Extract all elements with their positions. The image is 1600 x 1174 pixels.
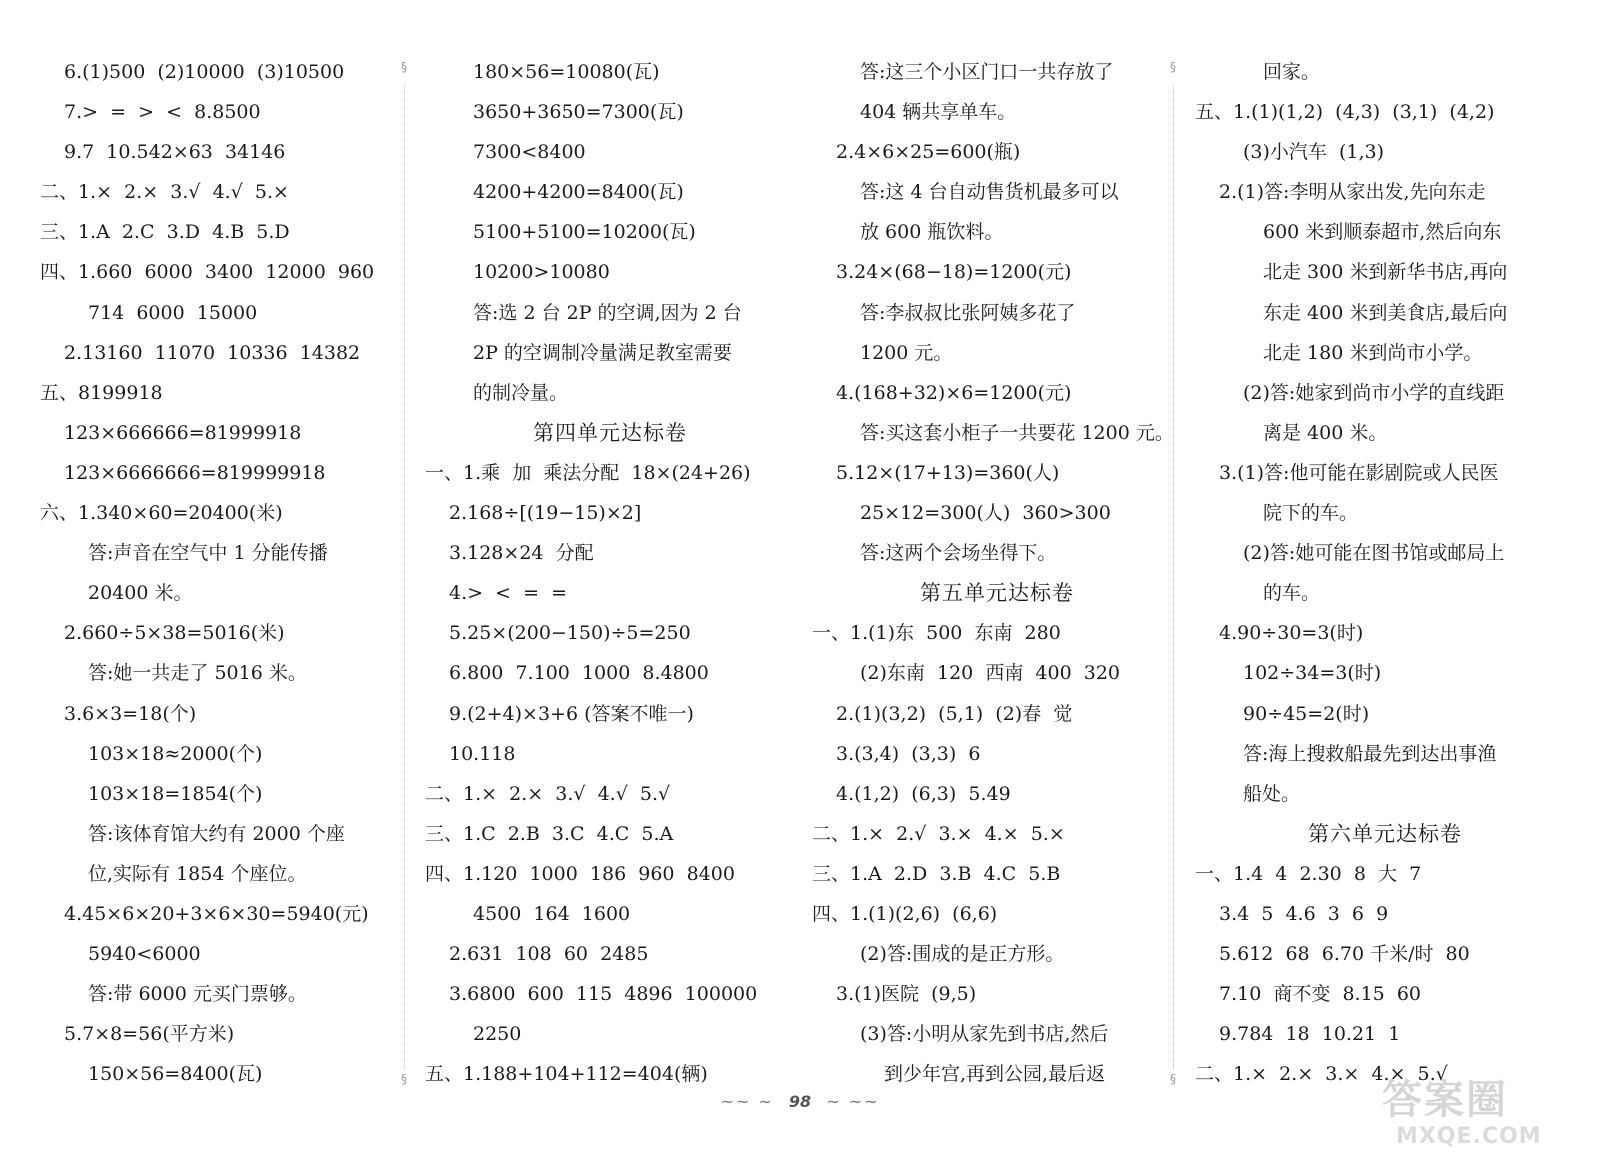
answer-line: 3.6800 600 115 4896 100000 xyxy=(449,983,758,1006)
answer-line: 7300<8400 xyxy=(473,141,586,164)
answer-line: 4.(1,2) (6,3) 5.49 xyxy=(836,782,1011,805)
answer-line: 3.24×(68−18)=1200(元) xyxy=(836,261,1072,284)
answer-line: 答:买这套小柜子一共要花 1200 元。 xyxy=(860,421,1174,444)
answer-line: 5.7×8=56(平方米) xyxy=(64,1023,235,1046)
answer-line: 4.(168+32)×6=1200(元) xyxy=(836,381,1072,404)
answer-line: 10.118 xyxy=(449,742,516,765)
answer-line: 一、1.(1)东 500 东南 280 xyxy=(812,622,1061,645)
answer-line: 103×18≈2000(个) xyxy=(88,742,263,765)
answer-line: 答:声音在空气中 1 分能传播 xyxy=(88,542,328,565)
answer-line: 2250 xyxy=(473,1023,522,1046)
answer-line: 600 米到顺泰超市,然后向东 xyxy=(1263,221,1502,244)
answer-line: 4500 164 1600 xyxy=(473,902,631,925)
answer-line: 5.25×(200−150)÷5=250 xyxy=(449,622,691,645)
column-1 xyxy=(40,52,410,1094)
answer-line: 404 辆共享单车。 xyxy=(860,101,1017,124)
answer-line: 北走 300 米到新华书店,再向 xyxy=(1263,261,1508,284)
section-title: 第五单元达标卷 xyxy=(920,581,1074,606)
answer-line: 五、1.(1)(1,2) (4,3) (3,1) (4,2) xyxy=(1195,101,1495,124)
answer-line: 离是 400 米。 xyxy=(1263,421,1388,444)
answer-line: 2.4×6×25=600(瓶) xyxy=(836,141,1021,164)
answer-line: 123×6666666=819999918 xyxy=(64,461,326,484)
answer-line: 102÷34=3(时) xyxy=(1243,662,1382,685)
answer-line: 到少年宫,再到公园,最后返 xyxy=(884,1063,1106,1086)
answer-line: 3.128×24 分配 xyxy=(449,542,594,565)
answer-line: 答:李叔叔比张阿姨多花了 xyxy=(860,301,1076,324)
column-4 xyxy=(1195,52,1575,1094)
answer-line: (2)答:围成的是正方形。 xyxy=(860,943,1065,966)
section-title: 第四单元达标卷 xyxy=(533,420,687,445)
answer-line: 一、1.4 4 2.30 8 大 7 xyxy=(1195,862,1422,885)
page-footer xyxy=(0,1092,1600,1122)
answer-line: (2)答:她可能在图书馆或邮局上 xyxy=(1243,542,1505,565)
answer-line: 答:选 2 台 2P 的空调,因为 2 台 xyxy=(473,301,742,324)
answer-line: 放 600 瓶饮料。 xyxy=(860,221,1004,244)
answer-line: 二、1.× 2.× 3.√ 4.√ 5.× xyxy=(40,181,289,204)
answer-line: 25×12=300(人) 360>300 xyxy=(860,502,1111,525)
left-swirl-ornament: ~~ ~ xyxy=(720,1092,774,1111)
answer-line: 一、1.乘 加 乘法分配 18×(24+26) xyxy=(425,461,751,484)
answer-line: 3.6×3=18(个) xyxy=(64,702,197,725)
answer-line: 714 6000 15000 xyxy=(88,301,258,324)
answer-line: 123×666666=81999918 xyxy=(64,421,302,444)
answer-line: 3650+3650=7300(瓦) xyxy=(473,101,684,124)
answer-line: 二、1.× 2.√ 3.× 4.× 5.× xyxy=(812,822,1065,845)
answer-line: 3.(3,4) (3,3) 6 xyxy=(836,742,981,765)
watermark-text: 答案圈 xyxy=(1382,1077,1508,1123)
answer-line: 90÷45=2(时) xyxy=(1243,702,1370,725)
answer-line: 的制冷量。 xyxy=(473,381,569,404)
answer-line: 20400 米。 xyxy=(88,582,193,605)
answer-line: 2.(1)答:李明从家出发,先向东走 xyxy=(1219,181,1486,204)
answer-line: 二、1.× 2.× 3.× 4.× 5.√ xyxy=(1195,1063,1448,1086)
answer-line: 5940<6000 xyxy=(88,943,201,966)
right-swirl-ornament: ~ ~~ xyxy=(826,1092,880,1111)
answer-line: 二、1.× 2.× 3.√ 4.√ 5.√ xyxy=(425,782,671,805)
answer-line: 位,实际有 1854 个座位。 xyxy=(88,862,307,885)
answer-line: 的车。 xyxy=(1263,582,1321,605)
answer-line: 4200+4200=8400(瓦) xyxy=(473,181,684,204)
answer-line: 9.(2+4)×3+6 (答案不唯一) xyxy=(449,702,694,725)
answer-line: 7.10 商不变 8.15 60 xyxy=(1219,983,1422,1006)
answer-line: 答:这 4 台自动售货机最多可以 xyxy=(860,181,1119,204)
answer-line: 答:这两个会场坐得下。 xyxy=(860,542,1057,565)
answer-line: 2P 的空调制冷量满足教室需要 xyxy=(473,341,732,364)
answer-line: (2)答:她家到尚市小学的直线距 xyxy=(1243,381,1505,404)
answer-line: 回家。 xyxy=(1263,61,1321,83)
answer-line: 四、1.(1)(2,6) (6,6) xyxy=(812,902,998,925)
answer-line: 3.4 5 4.6 3 6 9 xyxy=(1219,902,1389,925)
answer-line: 五、1.188+104+112=404(辆) xyxy=(425,1063,708,1086)
answer-line: 5.12×(17+13)=360(人) xyxy=(836,461,1060,484)
answer-line: 三、1.C 2.B 3.C 4.C 5.A xyxy=(425,822,674,845)
answer-line: 答:带 6000 元买门票够。 xyxy=(88,983,307,1006)
column-3 xyxy=(812,52,1182,1094)
answer-line: 三、1.A 2.C 3.D 4.B 5.D xyxy=(40,221,290,244)
watermark-url: MXQE.COM xyxy=(1396,1124,1542,1149)
answer-line: 答:她一共走了 5016 米。 xyxy=(88,662,307,685)
answer-line: 六、1.340×60=20400(米) xyxy=(40,502,283,525)
answer-line: 2.168÷[(19−15)×2] xyxy=(449,502,642,525)
answer-line: 3.(1)答:他可能在影剧院或人民医 xyxy=(1219,461,1499,484)
answer-line: 答:海上搜救船最先到达出事渔 xyxy=(1243,742,1497,765)
answer-line: 2.660÷5×38=5016(米) xyxy=(64,622,285,645)
answer-line: 院下的车。 xyxy=(1263,502,1359,525)
answer-line: 五、8199918 xyxy=(40,381,163,404)
answer-line: 5.612 68 6.70 千米/时 80 xyxy=(1219,943,1470,966)
answer-line: 180×56=10080(瓦) xyxy=(473,61,660,83)
answer-line: 船处。 xyxy=(1243,782,1301,805)
answer-line: 4.90÷30=3(时) xyxy=(1219,622,1364,645)
answer-line: 2.(1)(3,2) (5,1) (2)春 觉 xyxy=(836,702,1073,725)
answer-line: 2.13160 11070 10336 14382 xyxy=(64,341,361,364)
answer-line: 答:这三个小区门口一共存放了 xyxy=(860,61,1114,83)
column-divider-2: § § xyxy=(1170,60,1176,1086)
answer-line: 9.784 18 10.21 1 xyxy=(1219,1023,1401,1046)
answer-line: 7.> = > < 8.8500 xyxy=(64,101,261,124)
answer-line: 4.45×6×20+3×6×30=5940(元) xyxy=(64,902,369,925)
answer-line: (3)小汽车 (1,3) xyxy=(1243,141,1385,164)
answer-line: 10200>10080 xyxy=(473,261,610,284)
answer-line: 四、1.120 1000 186 960 8400 xyxy=(425,862,735,885)
page-number: 98 xyxy=(788,1092,812,1111)
answer-line: 6.800 7.100 1000 8.4800 xyxy=(449,662,709,685)
section-title: 第六单元达标卷 xyxy=(1308,821,1462,846)
column-2 xyxy=(425,52,795,1094)
answer-line: 4.> < = = xyxy=(449,582,568,605)
answer-line: 2.631 108 60 2485 xyxy=(449,943,649,966)
answer-line: 3.(1)医院 (9,5) xyxy=(836,983,977,1006)
answer-line: 答:该体育馆大约有 2000 个座 xyxy=(88,822,345,845)
answer-line: 6.(1)500 (2)10000 (3)10500 xyxy=(64,61,345,83)
answer-line: 三、1.A 2.D 3.B 4.C 5.B xyxy=(812,862,1061,885)
answer-line: 北走 180 米到尚市小学。 xyxy=(1263,341,1483,364)
answer-line: 5100+5100=10200(瓦) xyxy=(473,221,696,244)
answer-line: 东走 400 米到美食店,最后向 xyxy=(1263,301,1508,324)
answer-line: 1200 元。 xyxy=(860,341,953,364)
watermark-logo xyxy=(1382,1068,1572,1158)
column-divider-1: § § xyxy=(401,60,407,1086)
answer-line: 9.7 10.542×63 34146 xyxy=(64,141,286,164)
answer-line: (3)答:小明从家先到书店,然后 xyxy=(860,1023,1109,1046)
answer-line: 四、1.660 6000 3400 12000 960 xyxy=(40,261,375,284)
answer-line: 103×18=1854(个) xyxy=(88,782,263,805)
answer-line: (2)东南 120 西南 400 320 xyxy=(860,662,1121,685)
answer-line: 150×56=8400(瓦) xyxy=(88,1063,263,1086)
